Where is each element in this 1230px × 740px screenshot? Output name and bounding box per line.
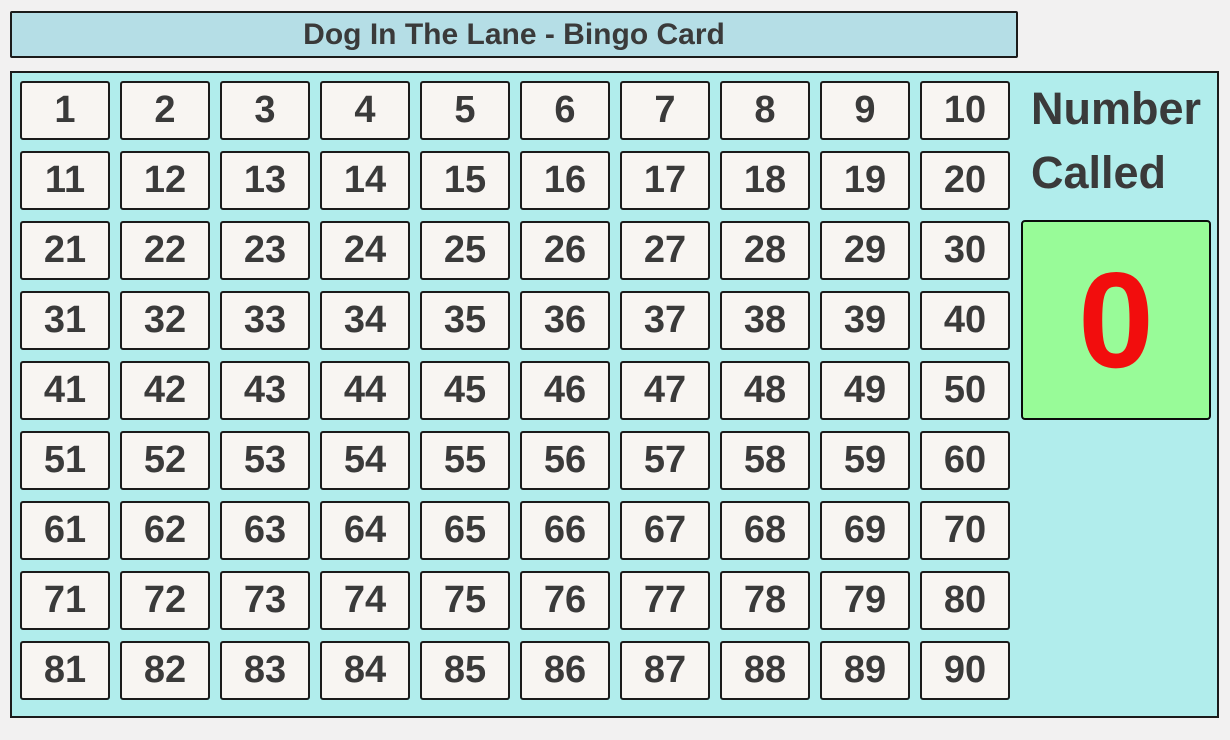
bingo-cell-14[interactable]: 14 xyxy=(320,151,410,210)
bingo-cell-49[interactable]: 49 xyxy=(820,361,910,420)
bingo-cell-83[interactable]: 83 xyxy=(220,641,310,700)
bingo-cell-30[interactable]: 30 xyxy=(920,221,1010,280)
bingo-cell-6[interactable]: 6 xyxy=(520,81,610,140)
bingo-cell-80[interactable]: 80 xyxy=(920,571,1010,630)
bingo-cell-57[interactable]: 57 xyxy=(620,431,710,490)
bingo-cell-79[interactable]: 79 xyxy=(820,571,910,630)
bingo-cell-48[interactable]: 48 xyxy=(720,361,810,420)
bingo-cell-66[interactable]: 66 xyxy=(520,501,610,560)
bingo-cell-76[interactable]: 76 xyxy=(520,571,610,630)
bingo-cell-27[interactable]: 27 xyxy=(620,221,710,280)
bingo-cell-24[interactable]: 24 xyxy=(320,221,410,280)
bingo-cell-34[interactable]: 34 xyxy=(320,291,410,350)
bingo-cell-12[interactable]: 12 xyxy=(120,151,210,210)
bingo-cell-59[interactable]: 59 xyxy=(820,431,910,490)
bingo-cell-51[interactable]: 51 xyxy=(20,431,110,490)
bingo-cell-38[interactable]: 38 xyxy=(720,291,810,350)
bingo-cell-88[interactable]: 88 xyxy=(720,641,810,700)
bingo-cell-15[interactable]: 15 xyxy=(420,151,510,210)
bingo-cell-1[interactable]: 1 xyxy=(20,81,110,140)
bingo-cell-20[interactable]: 20 xyxy=(920,151,1010,210)
bingo-cell-46[interactable]: 46 xyxy=(520,361,610,420)
bingo-cell-28[interactable]: 28 xyxy=(720,221,810,280)
bingo-cell-35[interactable]: 35 xyxy=(420,291,510,350)
bingo-cell-7[interactable]: 7 xyxy=(620,81,710,140)
bingo-cell-37[interactable]: 37 xyxy=(620,291,710,350)
bingo-cell-86[interactable]: 86 xyxy=(520,641,610,700)
bingo-cell-23[interactable]: 23 xyxy=(220,221,310,280)
bingo-cell-5[interactable]: 5 xyxy=(420,81,510,140)
called-number-value: 0 xyxy=(1078,244,1154,396)
bingo-cell-84[interactable]: 84 xyxy=(320,641,410,700)
bingo-cell-74[interactable]: 74 xyxy=(320,571,410,630)
bingo-cell-85[interactable]: 85 xyxy=(420,641,510,700)
bingo-cell-67[interactable]: 67 xyxy=(620,501,710,560)
bingo-cell-61[interactable]: 61 xyxy=(20,501,110,560)
bingo-cell-16[interactable]: 16 xyxy=(520,151,610,210)
bingo-cell-71[interactable]: 71 xyxy=(20,571,110,630)
bingo-cell-40[interactable]: 40 xyxy=(920,291,1010,350)
bingo-cell-25[interactable]: 25 xyxy=(420,221,510,280)
bingo-cell-52[interactable]: 52 xyxy=(120,431,210,490)
bingo-cell-73[interactable]: 73 xyxy=(220,571,310,630)
bingo-cell-68[interactable]: 68 xyxy=(720,501,810,560)
bingo-cell-22[interactable]: 22 xyxy=(120,221,210,280)
bingo-cell-42[interactable]: 42 xyxy=(120,361,210,420)
bingo-cell-10[interactable]: 10 xyxy=(920,81,1010,140)
bingo-card xyxy=(10,71,1219,718)
bingo-cell-87[interactable]: 87 xyxy=(620,641,710,700)
bingo-cell-90[interactable]: 90 xyxy=(920,641,1010,700)
bingo-cell-50[interactable]: 50 xyxy=(920,361,1010,420)
bingo-cell-63[interactable]: 63 xyxy=(220,501,310,560)
bingo-cell-29[interactable]: 29 xyxy=(820,221,910,280)
bingo-cell-9[interactable]: 9 xyxy=(820,81,910,140)
bingo-cell-62[interactable]: 62 xyxy=(120,501,210,560)
bingo-cell-56[interactable]: 56 xyxy=(520,431,610,490)
bingo-cell-41[interactable]: 41 xyxy=(20,361,110,420)
called-number-display[interactable] xyxy=(1021,220,1211,420)
bingo-cell-58[interactable]: 58 xyxy=(720,431,810,490)
bingo-cell-55[interactable]: 55 xyxy=(420,431,510,490)
bingo-cell-36[interactable]: 36 xyxy=(520,291,610,350)
bingo-cell-44[interactable]: 44 xyxy=(320,361,410,420)
bingo-cell-31[interactable]: 31 xyxy=(20,291,110,350)
bingo-cell-69[interactable]: 69 xyxy=(820,501,910,560)
number-called-label: Number Called xyxy=(1031,83,1202,198)
bingo-cell-60[interactable]: 60 xyxy=(920,431,1010,490)
bingo-cell-21[interactable]: 21 xyxy=(20,221,110,280)
bingo-cell-8[interactable]: 8 xyxy=(720,81,810,140)
bingo-cell-39[interactable]: 39 xyxy=(820,291,910,350)
bingo-cell-64[interactable]: 64 xyxy=(320,501,410,560)
bingo-cell-75[interactable]: 75 xyxy=(420,571,510,630)
bingo-cell-70[interactable]: 70 xyxy=(920,501,1010,560)
bingo-cell-43[interactable]: 43 xyxy=(220,361,310,420)
bingo-cell-13[interactable]: 13 xyxy=(220,151,310,210)
bingo-cell-4[interactable]: 4 xyxy=(320,81,410,140)
bingo-cell-33[interactable]: 33 xyxy=(220,291,310,350)
bingo-cell-19[interactable]: 19 xyxy=(820,151,910,210)
bingo-cell-82[interactable]: 82 xyxy=(120,641,210,700)
bingo-cell-11[interactable]: 11 xyxy=(20,151,110,210)
bingo-cell-2[interactable]: 2 xyxy=(120,81,210,140)
app-title: Dog In The Lane - Bingo Card xyxy=(303,17,725,51)
bingo-cell-18[interactable]: 18 xyxy=(720,151,810,210)
bingo-cell-53[interactable]: 53 xyxy=(220,431,310,490)
bingo-cell-65[interactable]: 65 xyxy=(420,501,510,560)
bingo-cell-47[interactable]: 47 xyxy=(620,361,710,420)
bingo-grid xyxy=(20,81,1010,700)
bingo-cell-26[interactable]: 26 xyxy=(520,221,610,280)
bingo-cell-45[interactable]: 45 xyxy=(420,361,510,420)
bingo-cell-77[interactable]: 77 xyxy=(620,571,710,630)
bingo-cell-81[interactable]: 81 xyxy=(20,641,110,700)
bingo-cell-3[interactable]: 3 xyxy=(220,81,310,140)
title-bar xyxy=(10,11,1018,58)
bingo-cell-72[interactable]: 72 xyxy=(120,571,210,630)
bingo-cell-54[interactable]: 54 xyxy=(320,431,410,490)
bingo-cell-17[interactable]: 17 xyxy=(620,151,710,210)
bingo-cell-89[interactable]: 89 xyxy=(820,641,910,700)
bingo-cell-32[interactable]: 32 xyxy=(120,291,210,350)
bingo-cell-78[interactable]: 78 xyxy=(720,571,810,630)
called-panel xyxy=(1021,77,1211,420)
